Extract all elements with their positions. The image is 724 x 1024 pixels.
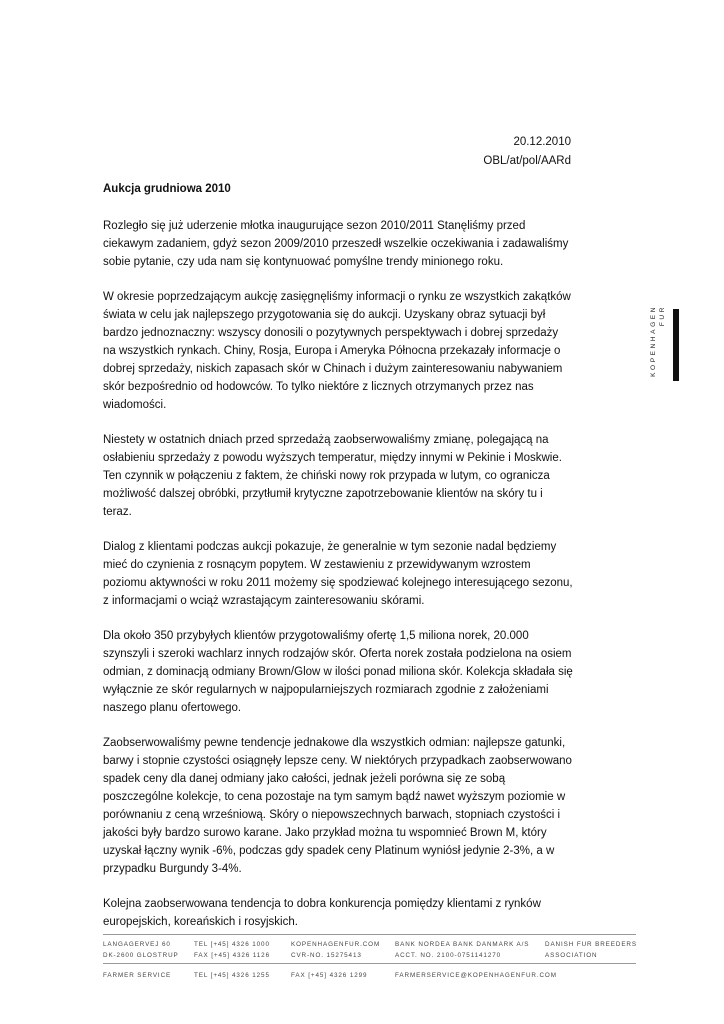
footer-service-label: FARMER SERVICE: [103, 972, 172, 979]
document-reference: OBL/at/pol/AARd: [483, 155, 571, 167]
document-body: [103, 217, 573, 948]
footer-divider-top: [103, 934, 636, 935]
document-title: Aukcja grudniowa 2010: [103, 183, 231, 195]
footer-service-tel: TEL [+45] 4326 1255: [194, 972, 270, 979]
document-date: 20.12.2010: [513, 136, 571, 148]
footer-address-line: LANGAGERVEJ 60: [103, 941, 171, 948]
footer-web-cvr: [291, 940, 380, 961]
footer-website: KOPENHAGENFUR.COM: [291, 941, 381, 948]
footer-tel: TEL [+45] 4326 1000: [194, 941, 270, 948]
footer-address: [103, 940, 179, 961]
footer-service-email: FARMERSERVICE@KOPENHAGENFUR.COM: [395, 972, 557, 979]
footer-service-fax: FAX [+45] 4326 1299: [291, 972, 368, 979]
paragraph: W okresie poprzedzającym aukcję zasięgnęliśmy informacji o rynku ze wszystkich zakątków świata w celu jak najlepszego przygotowania się do aukcji. Uzyskany obraz sytuacji był bardzo jednoznaczny: wszyscy donosili o pozytywnych perspektywach i dobrej sprzedaży na wszystkich rynkach. Chiny, Rosja, Europa i Ameryka Północna przekazały informacje o dobrej sprzedaży, niskich zapasach skór w Chinach i dużym zainteresowaniu nabywaniem skór bezpośrednio od hodowców. To tylko niektóre z licznych otrzymanych przez nas wiadomości.: [103, 291, 571, 411]
footer-fax: FAX [+45] 4326 1126: [194, 951, 270, 959]
paragraph: Kolejna zaobserwowana tendencja to dobra konkurencja pomiędzy klientami z rynków europejskich, koreańskich i rosyjskich.: [103, 898, 541, 928]
logo-text-fur: FUR: [659, 305, 666, 327]
document-header: [483, 133, 571, 171]
footer-association-line: DANISH FUR BREEDERS: [545, 941, 637, 948]
footer-address-line: DK-2600 GLOSTRUP: [103, 951, 179, 959]
footer-association-line: ASSOCIATION: [545, 951, 598, 959]
paragraph: Rozległo się już uderzenie młotka inaugurujące sezon 2010/2011 Stanęliśmy przed ciekawym zadaniem, gdyż sezon 2009/2010 przeszedł wszelkie oczekiwania i zadawaliśmy sobie pytanie, czy uda nam się kontynuować pomyślne trendy minionego roku.: [103, 220, 569, 268]
footer-phone-fax: [194, 940, 270, 961]
paragraph: Zaobserwowaliśmy pewne tendencje jednakowe dla wszystkich odmian: najlepsze gatunki, barwy i stopnie czystości osiągnęły lepsze ceny. W niektórych przypadkach zaobserwowano spadek ceny dla danej odmiany jako całości, jednak jeżeli porówna się ze sobą poszczególne kolekcje, to cena pozostaje na tym samym bądź nawet wyższym poziomie w porównaniu z ceną wrześniową. Skóry o niepowszechnych barwach, stopniach czystości i jakości były bardzo surowo karane. Jako przykład można tu wspomnieć Brown M, który uzyskał łączny wynik -6%, podczas gdy spadek ceny Platinum wyniósł jedynie 2-3%, a w przypadku Burgundy 3-4%.: [103, 737, 572, 875]
paragraph: Niestety w ostatnich dniach przed sprzedażą zaobserwowaliśmy zmianę, polegającą na osłabieniu sprzedaży z powodu wyższych temperatur, między innymi w Pekinie i Moskwie. Ten czynnik w połączeniu z faktem, że chiński nowy rok przypada w lutym, co ogranicza możliwość dalszej obróbki, przytłumił krytyczne zapotrzebowanie klientów na skóry tu i teraz.: [103, 434, 562, 518]
logo-text-kopenhagen: KOPENHAGEN: [650, 305, 657, 377]
kopenhagen-fur-logo: [650, 305, 690, 381]
paragraph: Dialog z klientami podczas aukcji pokazuje, że generalnie w tym sezonie nadal będziemy mieć do czynienia z rosnącym popytem. W zestawieniu z przewidywanym wzrostem poziomu aktywności w roku 2011 możemy się spodziewać kolejnego interesującego sezonu, z informacjami o wciąż wzrastającym zainteresowaniu skórami.: [103, 541, 573, 607]
paragraph: Dla około 350 przybyłych klientów przygotowaliśmy ofertę 1,5 miliona norek, 20.000 szynszyli i szeroki wachlarz innych rodzajów skór. Oferta norek została podzielona na osiem odmian, z dominacją odmiany Brown/Glow w ilości ponad miliona skór. Kolekcja składała się wyłącznie ze skór regularnych w najpopularniejszych rozmiarach zgodnie z założeniami naszego planu ofertowego.: [103, 630, 573, 714]
footer-cvr: CVR-NO. 15275413: [291, 951, 362, 959]
footer-divider-bottom: [103, 963, 636, 964]
footer-association: [545, 940, 637, 961]
logo-bar: [673, 309, 679, 381]
footer-account: ACCT. NO. 2100-0751141270: [395, 951, 502, 959]
footer-bank: [395, 940, 529, 961]
footer-bank-name: BANK NORDEA BANK DANMARK A/S: [395, 941, 530, 948]
